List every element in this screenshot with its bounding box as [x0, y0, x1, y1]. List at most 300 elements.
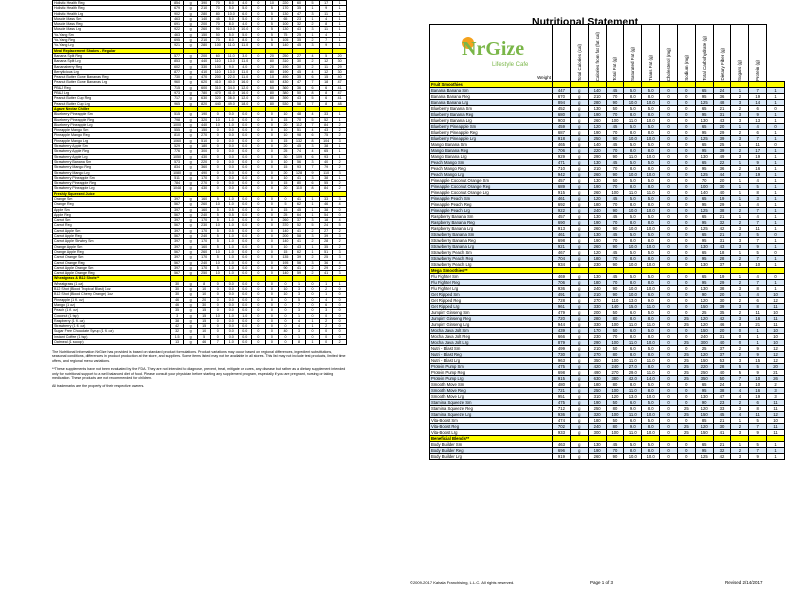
item-value: 32 [713, 220, 731, 226]
item-value: 780 [197, 91, 211, 96]
item-value: 5.0 [624, 178, 642, 184]
item-value: 9.0 [624, 424, 642, 430]
item-value: g [184, 6, 198, 11]
item-value: 240 [588, 208, 606, 214]
item-value: 220 [588, 148, 606, 154]
item-value: 41 [292, 175, 306, 180]
item-value: 2 [731, 352, 749, 358]
item-value: 0 [767, 142, 785, 148]
item-value: 4 [333, 218, 347, 223]
item-value: 1 [333, 16, 347, 21]
item-name: Peach Mango Reg [430, 166, 553, 172]
item-value: 2 [731, 220, 749, 226]
column-header [660, 25, 678, 82]
item-value: 0 [252, 32, 266, 37]
item-value: 7 [749, 238, 767, 244]
item-value: 471 [553, 160, 571, 166]
item-value: 8.0 [624, 112, 642, 118]
item-value: 85 [695, 418, 713, 424]
item-value: 11.0 [624, 118, 642, 124]
item-value: g [570, 220, 588, 226]
item-value: 220 [197, 159, 211, 164]
item-value: 2 [333, 133, 347, 138]
item-value: g [570, 172, 588, 178]
item-value: 0 [252, 69, 266, 74]
item-value: 210 [588, 166, 606, 172]
item-value: 10.0 [238, 27, 252, 32]
item-value: 10 [767, 334, 785, 340]
item-value: g [184, 228, 198, 233]
item-value: 2 [731, 148, 749, 154]
item-value: 25 [677, 430, 695, 436]
item-value: 0 [677, 442, 695, 448]
item-value: 5.0 [642, 382, 660, 388]
item-value: 0 [677, 346, 695, 352]
item-value: 18 [713, 250, 731, 256]
item-value: 10.0 [642, 412, 660, 418]
item-value: 2 [731, 280, 749, 286]
item-value: 1 [306, 16, 320, 21]
item-value: 6 [749, 130, 767, 136]
item-value: 0 [767, 124, 785, 130]
logo-cell [430, 25, 553, 82]
item-value: 0 [279, 281, 293, 286]
column-header [606, 25, 624, 82]
item-value: 879 [553, 340, 571, 346]
item-value: 6 [319, 302, 333, 307]
item-value: 5 [731, 370, 749, 376]
item-value: 260 [588, 226, 606, 232]
item-value: 0 [306, 313, 320, 318]
item-value: 79 [319, 165, 333, 170]
item-value: 922 [553, 208, 571, 214]
item-value: 0 [252, 308, 266, 313]
item-value: 13.0 [624, 394, 642, 400]
item-value: 16 [749, 166, 767, 172]
item-value: 0 [677, 310, 695, 316]
item-value: 1.0 [224, 313, 238, 318]
item-value: 41.0 [224, 91, 238, 96]
item-value: 567 [170, 223, 184, 228]
item-value: 112 [292, 122, 306, 127]
item-value: 39 [319, 234, 333, 239]
item-value: 0.0 [238, 117, 252, 122]
item-name: Peanut Butter Gone Bananas Reg [53, 75, 171, 80]
item-value: g [184, 96, 198, 101]
item-value: 6 [749, 298, 767, 304]
item-value: 447 [553, 88, 571, 94]
item-value: 0 [211, 175, 225, 180]
item-value: 45 [606, 232, 624, 238]
item-value: 0 [306, 308, 320, 313]
item-value: 23 [713, 400, 731, 406]
item-value: 8.0 [224, 1, 238, 6]
item-value: 50 [606, 310, 624, 316]
item-value: g [570, 286, 588, 292]
item-value: 22.0 [224, 75, 238, 80]
item-value: 0 [677, 448, 695, 454]
item-value: 0 [677, 196, 695, 202]
item-value: 1 [767, 130, 785, 136]
item-value: 170 [197, 228, 211, 233]
item-value: 915 [553, 190, 571, 196]
item-value: 11.0 [224, 53, 238, 58]
item-value: 1 [333, 43, 347, 48]
item-value: 14.0 [642, 376, 660, 382]
item-value: 11.0 [642, 190, 660, 196]
item-value: 0 [211, 165, 225, 170]
item-value: 10.0 [624, 286, 642, 292]
item-value: 100 [279, 22, 293, 27]
item-value: 1 [306, 324, 320, 329]
item-name: Orange Apple Sm [53, 244, 171, 249]
item-value: 0.0 [224, 281, 238, 286]
item-value: 1 [767, 286, 785, 292]
item-value: 6.0 [238, 11, 252, 16]
item-value: 7 [749, 424, 767, 430]
item-value: 577 [170, 53, 184, 58]
item-value: 0.0 [224, 133, 238, 138]
item-value: g [184, 196, 198, 201]
item-value: 0.0 [224, 318, 238, 323]
item-value: 0 [677, 124, 695, 130]
item-value: 3 [333, 234, 347, 239]
item-value: 1.0 [224, 249, 238, 254]
item-value: g [184, 244, 198, 249]
item-value: 20 [767, 364, 785, 370]
item-value: 320 [211, 96, 225, 101]
item-name: Strawberry Apple Reg [53, 149, 171, 154]
item-value: 0 [660, 370, 678, 376]
item-value: g [570, 226, 588, 232]
item-value: 240 [695, 334, 713, 340]
item-value: 10.0 [642, 208, 660, 214]
item-value: g [570, 178, 588, 184]
item-value: 10.0 [624, 226, 642, 232]
item-value: 0 [252, 212, 266, 217]
item-value: 475 [553, 400, 571, 406]
item-value: 2 [306, 228, 320, 233]
item-value: 10 [279, 287, 293, 292]
item-value: 125 [695, 208, 713, 214]
item-value: 47 [292, 11, 306, 16]
item-value: g [570, 334, 588, 340]
item-name: Strawberry Pineapple Sm [53, 175, 171, 180]
item-value: 0 [660, 292, 678, 298]
note-2: **These supplements have not been evaluated by the FDA. They are not intended to diagnose, prevent, treat, mitigate or cures, any disease but rather as a dietary supplement intended only for nutritional support to a well balanced diet of food. Please consult your physician before starting any supplement program, especially if you are pregnant, nursing or taking medication. These products are not recommended for children. [52, 367, 346, 381]
item-value: 9 [749, 454, 767, 460]
item-value: 0 [677, 142, 695, 148]
item-value: 15 [279, 165, 293, 170]
item-value: 1 [306, 202, 320, 207]
item-name: Raspberry (1 fl. oz) [53, 318, 171, 323]
item-value: g [184, 218, 198, 223]
item-value: 0.0 [224, 334, 238, 339]
item-value: 210 [197, 6, 211, 11]
item-value: 80 [211, 11, 225, 16]
item-value: 3 [731, 100, 749, 106]
item-value: 25 [677, 424, 695, 430]
item-value: g [570, 106, 588, 112]
item-value: 50 [606, 328, 624, 334]
item-value: 75 [279, 32, 293, 37]
item-value: 49 [713, 154, 731, 160]
item-value: 2 [333, 228, 347, 233]
item-value: 0 [252, 144, 266, 149]
item-value: 706 [553, 280, 571, 286]
item-value: 0 [677, 214, 695, 220]
item-value: g [184, 186, 198, 191]
item-value: 0 [660, 184, 678, 190]
item-value: 280 [588, 316, 606, 322]
item-value: 0 [677, 106, 695, 112]
item-value: 11.0 [624, 340, 642, 346]
item-value: 0 [677, 94, 695, 100]
item-value: 80 [265, 59, 279, 64]
item-value: 573 [170, 159, 184, 164]
item-name: Protein Pump Sm [430, 364, 553, 370]
item-value: 1 [767, 256, 785, 262]
item-value: 270 [588, 298, 606, 304]
item-value: 12.0 [238, 96, 252, 101]
item-value: 70 [292, 117, 306, 122]
item-value: 140 [279, 228, 293, 233]
item-name: Peanut Butter Cup Reg [53, 96, 171, 101]
item-name: Peach (1 fl. oz) [53, 308, 171, 313]
item-value: 0 [252, 265, 266, 270]
item-value: 6 [749, 400, 767, 406]
item-value: 921 [170, 43, 184, 48]
item-value: 0 [211, 181, 225, 186]
item-value: 19 [749, 154, 767, 160]
item-value: 16.0 [238, 91, 252, 96]
item-value: 0 [660, 238, 678, 244]
item-value: 9 [749, 112, 767, 118]
item-value: g [570, 232, 588, 238]
item-value: 10 [279, 133, 293, 138]
item-value: 1 [306, 244, 320, 249]
item-value: 270 [197, 133, 211, 138]
item-name: Holistic Health Reg [53, 6, 171, 11]
item-value: 38 [170, 318, 184, 323]
item-value: 0.0 [238, 170, 252, 175]
item-value: 25 [677, 316, 695, 322]
item-name: Blueberry Pineapple Lrg [430, 136, 553, 142]
item-value: 5 [749, 364, 767, 370]
item-name: Strawberry Apple Sm [53, 144, 171, 149]
item-value: 150 [695, 412, 713, 418]
item-value: 0 [252, 260, 266, 265]
item-value: 7 [306, 122, 320, 127]
item-value: 567 [170, 202, 184, 207]
item-value: 1 [767, 454, 785, 460]
item-value: g [184, 234, 198, 239]
column-header [642, 25, 660, 82]
item-value: 125 [695, 136, 713, 142]
item-value: 0 [265, 181, 279, 186]
item-name: Peach Mango Sm [430, 160, 553, 166]
item-value: 220 [279, 1, 293, 6]
item-value: 25 [695, 346, 713, 352]
item-name: Smooth Move Sm [430, 382, 553, 388]
item-value: 1.0 [224, 223, 238, 228]
item-value: 0 [211, 170, 225, 175]
item-value: 25 [677, 370, 695, 376]
item-value: 30 [292, 64, 306, 69]
item-value: 440 [211, 101, 225, 106]
item-value: 1060 [170, 138, 184, 143]
item-value: g [184, 265, 198, 270]
item-name: Pineapple Coconut Orange Sm [430, 178, 553, 184]
item-value: 2 [731, 448, 749, 454]
item-value: 1000 [170, 122, 184, 127]
item-value: 45 [606, 88, 624, 94]
item-value: 190 [588, 184, 606, 190]
item-value: 3 [731, 154, 749, 160]
item-value: 0 [252, 281, 266, 286]
item-value: 15 [197, 308, 211, 313]
item-value: 0 [660, 382, 678, 388]
item-value: 130 [588, 106, 606, 112]
item-value: 40.0 [224, 80, 238, 85]
item-value: 10 [279, 292, 293, 297]
item-value: g [184, 212, 198, 217]
item-value: 0 [252, 196, 266, 201]
item-value: 5.0 [642, 442, 660, 448]
item-value: 1 [306, 340, 320, 345]
item-value: 100 [606, 430, 624, 436]
item-value: 2 [333, 265, 347, 270]
column-header [713, 25, 731, 82]
item-value: 3 [333, 249, 347, 254]
item-value: 190 [197, 112, 211, 117]
item-value: 961 [553, 304, 571, 310]
item-value: 0 [660, 442, 678, 448]
item-value: 7 [749, 88, 767, 94]
item-value: g [570, 166, 588, 172]
item-value: g [570, 100, 588, 106]
item-value: 20 [265, 53, 279, 58]
item-value: 2 [319, 287, 333, 292]
item-value: 200 [197, 53, 211, 58]
item-value: 2 [731, 94, 749, 100]
item-value: 1 [306, 6, 320, 11]
item-value: 8.0 [624, 184, 642, 190]
item-value: 120 [695, 322, 713, 328]
item-value: 11.0 [624, 430, 642, 436]
item-value: 21 [767, 370, 785, 376]
item-value: 370 [279, 223, 293, 228]
item-value: 70 [606, 256, 624, 262]
item-value: 2 [731, 298, 749, 304]
item-value: 10.0 [624, 292, 642, 298]
item-value: 1 [333, 175, 347, 180]
item-value: 698 [553, 238, 571, 244]
item-value: 397 [170, 239, 184, 244]
item-value: 10.0 [642, 394, 660, 400]
item-value: 1.0 [238, 313, 252, 318]
item-value: g [570, 340, 588, 346]
item-value: g [570, 304, 588, 310]
item-value: 190 [279, 69, 293, 74]
item-name: Mocha Java Jolt Reg [430, 334, 553, 340]
item-value: 10.0 [642, 286, 660, 292]
item-value: 5.0 [624, 214, 642, 220]
item-value: 65 [695, 88, 713, 94]
item-value: 810 [170, 133, 184, 138]
item-value: 0 [252, 170, 266, 175]
column-header-label: Dietary Fiber (g) [719, 48, 725, 81]
item-value: 666 [553, 334, 571, 340]
item-value: 38 [713, 388, 731, 394]
item-value: 1.0 [224, 244, 238, 249]
item-value: 41 [333, 96, 347, 101]
item-value: 1 [292, 313, 306, 318]
item-value: 2 [333, 128, 347, 133]
item-value: 397 [170, 244, 184, 249]
item-value: 0 [279, 318, 293, 323]
item-value: 160 [197, 207, 211, 212]
item-value: 798 [170, 117, 184, 122]
item-value: 2 [333, 244, 347, 249]
item-value: 0 [660, 214, 678, 220]
item-value: 0 [279, 308, 293, 313]
item-value: 65 [695, 382, 713, 388]
item-value: 5 [306, 1, 320, 6]
item-value: 46 [170, 297, 184, 302]
item-value: 0 [731, 334, 749, 340]
item-value: 440 [197, 59, 211, 64]
item-value: 95 [695, 448, 713, 454]
item-value: 35 [292, 38, 306, 43]
item-value: 5 [265, 38, 279, 43]
item-value: 1 [306, 212, 320, 217]
item-value: 0 [265, 218, 279, 223]
item-name: Strawberry Banana Sm [53, 159, 171, 164]
item-value: 110 [292, 186, 306, 191]
item-name: Raspberry Banana Lrg [430, 226, 553, 232]
item-value: 8 [197, 281, 211, 286]
item-value: 2 [306, 271, 320, 276]
item-value: 300 [588, 430, 606, 436]
item-value: 25 [677, 376, 695, 382]
item-name: Nutri - Blast Reg [430, 352, 553, 358]
item-value: 0 [265, 329, 279, 334]
item-name: Pineapple Coconut Orange Lrg [430, 190, 553, 196]
item-value: 1 [333, 38, 347, 43]
item-value: 50 [713, 376, 731, 382]
item-value: 140 [279, 271, 293, 276]
item-value: 919 [553, 454, 571, 460]
col-weight: Weight [537, 75, 551, 80]
item-value: 463 [553, 442, 571, 448]
item-value: 95 [695, 112, 713, 118]
item-value: 0.0 [238, 228, 252, 233]
item-value: 0 [660, 190, 678, 196]
item-value: 784 [170, 181, 184, 186]
item-value: g [570, 136, 588, 142]
item-value: 84 [319, 122, 333, 127]
item-value: 5 [749, 418, 767, 424]
item-value: 7 [211, 340, 225, 345]
item-value: g [184, 324, 198, 329]
item-value: 0.0 [238, 149, 252, 154]
item-value: g [570, 214, 588, 220]
item-value: g [184, 334, 198, 339]
item-value: 9 [749, 370, 767, 376]
item-value: 4.0 [238, 22, 252, 27]
item-value: 0 [252, 133, 266, 138]
